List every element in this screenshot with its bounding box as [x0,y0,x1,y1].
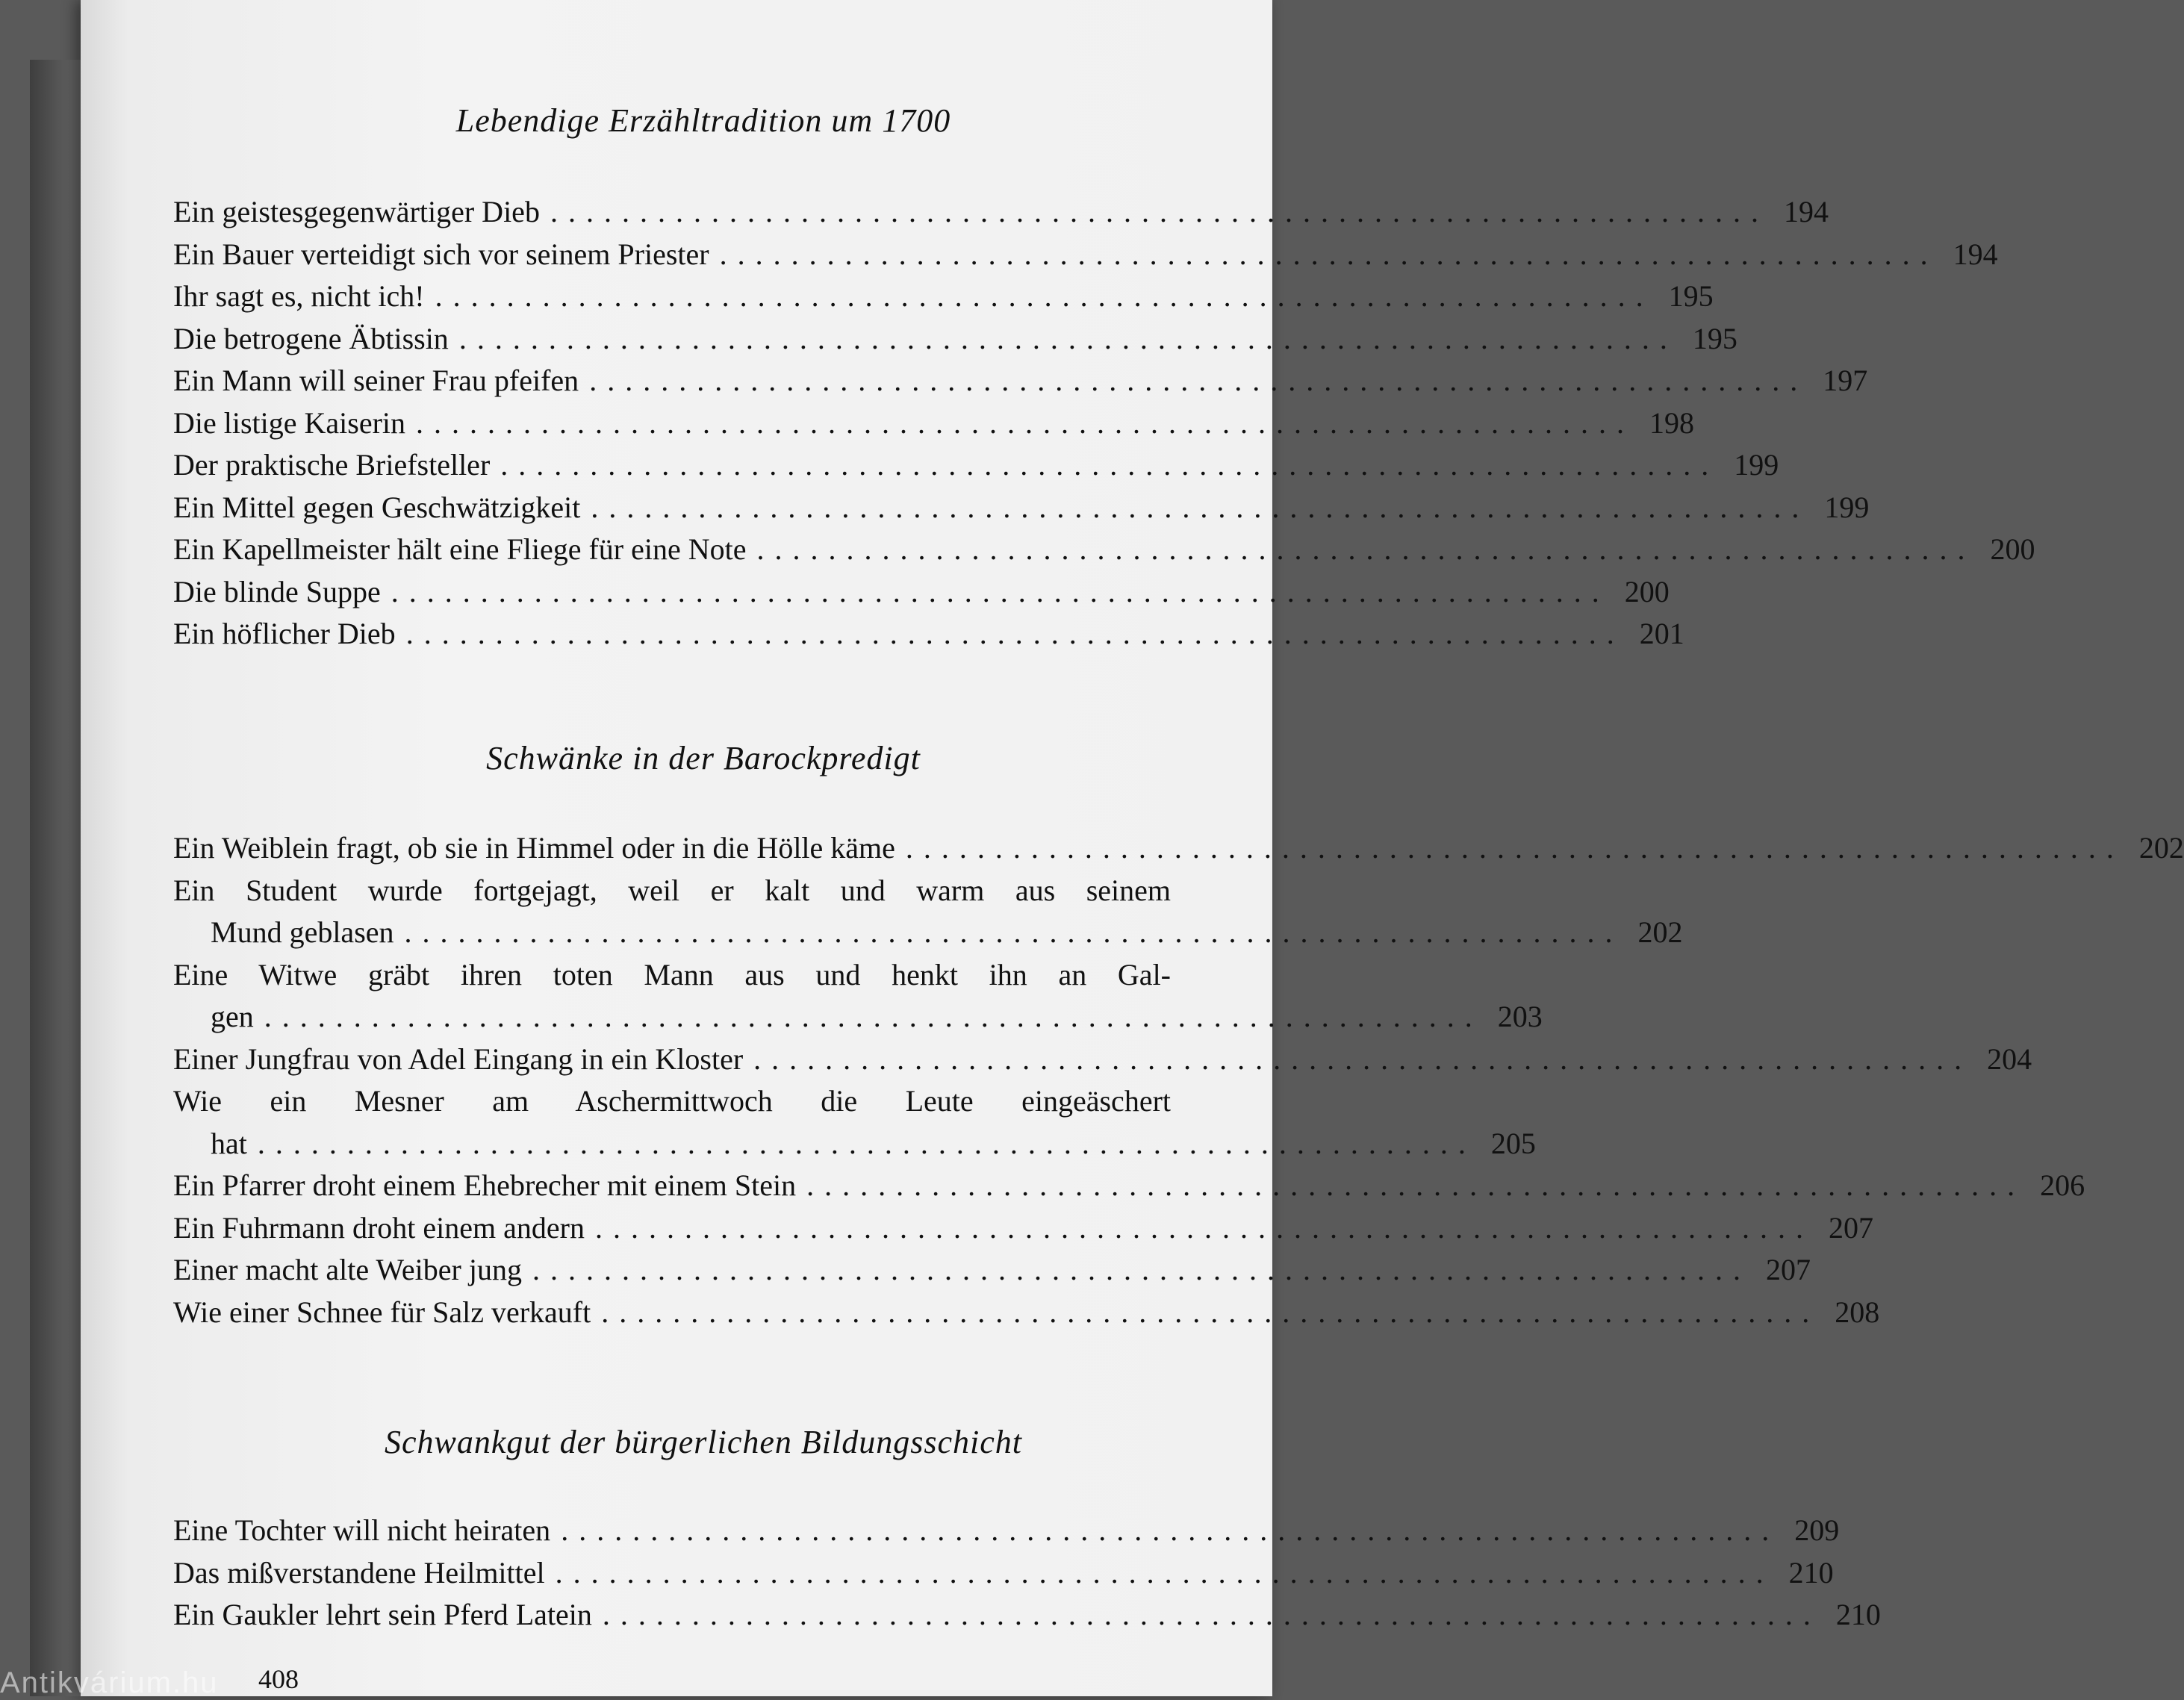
entry-page: 201 [1639,617,1684,650]
entry-title: Ein Mittel gegen Geschwätzigkeit [173,490,581,524]
toc-entry [173,870,1683,954]
toc-entry [173,1552,1834,1595]
entry-title: Ein Mann will seiner Frau pfeifen [173,364,579,397]
entry-page: 199 [1734,448,1779,482]
entry-title: Die blinde Suppe [173,574,381,608]
entry-page: 194 [1783,195,1829,228]
entry-title: Eine Tochter will nicht heiraten [173,1513,551,1547]
toc-entry [173,571,1670,614]
entry-title: Ein Gaukler lehrt sein Pferd Latein [173,1598,592,1631]
entry-page: 195 [1668,279,1714,313]
entry-title: Einer macht alte Weiber jung [173,1253,522,1286]
entry-title-continuation: gen [211,1000,254,1033]
leader-dots: .................................................................... [550,195,1769,228]
toc-entry [173,1039,2032,1081]
toc-entry [173,1292,1880,1334]
section-entries [173,1510,1881,1637]
leader-dots: .................................................................... [435,279,1654,313]
toc-entry [173,1249,1811,1292]
entry-page: 200 [1990,532,2035,566]
toc-entry [173,360,1868,402]
entry-title: Die betrogene Äbtissin [173,321,449,355]
leader-dots: .................................................................... [500,448,1720,482]
entry-page: 206 [2040,1168,2085,1202]
entry-page: 203 [1497,1000,1543,1033]
entry-title: Ein Fuhrmann droht einem andern [173,1210,585,1245]
entry-title: Ein Student wurde fortgejagt, weil er kalt und warm aus seinem [173,873,1171,907]
leader-dots: .................................................................... [404,915,1623,949]
leader-dots: .................................................................... [416,405,1635,440]
entry-title: Ihr sagt es, nicht ich! [173,279,425,313]
section-title: Schwankgut der bürgerlichen Bildungsschicht [384,1424,1022,1460]
toc-entry [173,318,1737,361]
entry-page: 210 [1788,1555,1834,1590]
section-entries [173,827,2184,1333]
leader-dots: .................................................................... [405,617,1625,650]
page-number: 408 [258,1664,299,1694]
leader-dots: .................................................................... [561,1513,1780,1547]
entry-page: 198 [1649,405,1695,440]
entry-page: 199 [1824,490,1870,524]
entry-title: Ein Bauer verteidigt sich vor seinem Priester [173,237,709,271]
entry-page: 208 [1835,1295,1880,1329]
leader-dots: .................................................................... [594,1210,1814,1245]
leader-dots: .................................................................... [391,574,1610,608]
leader-dots: .................................................................... [257,1126,1476,1160]
leader-dots: .................................................................... [756,532,1976,566]
toc-entry [173,402,1695,445]
leader-dots: .................................................................... [753,1042,1973,1076]
toc-entry [173,827,2184,870]
leader-dots: .................................................................... [555,1555,1774,1590]
leader-dots: .................................................................... [601,1295,1820,1329]
watermark: Antikvárium.hu [0,1666,219,1699]
leader-dots: .................................................................... [532,1253,1751,1286]
section-title: Schwänke in der Barockpredigt [486,740,921,776]
entry-title: Einer Jungfrau von Adel Eingang in ein Kloster [173,1042,744,1076]
toc-entry [173,487,1870,529]
entry-title: Ein höflicher Dieb [173,617,396,650]
entry-page: 202 [1637,915,1683,949]
entry-title: Ein Weiblein fragt, ob sie in Himmel oder in die Hölle käme [173,831,895,865]
toc-entry [173,1207,1873,1250]
entry-title: Das mißverstandene Heilmittel [173,1555,545,1590]
entry-page: 195 [1692,321,1737,355]
section-title: Lebendige Erzähltradition um 1700 [455,102,951,139]
entry-title: Ein geistesgegenwärtiger Dieb [173,195,540,228]
toc-entry [173,954,1543,1039]
entry-page: 197 [1823,364,1868,397]
entry-title-continuation: Mund geblasen [211,915,394,949]
toc-entry [173,275,1714,318]
leader-dots: .................................................................... [905,831,2124,865]
entry-page: 210 [1835,1598,1881,1631]
entry-title: Eine Witwe gräbt ihren toten Mann aus und henkt ihn an Gal- [173,957,1171,991]
entry-page: 194 [1953,237,1998,271]
leader-dots: .................................................................... [806,1168,2026,1202]
entry-title: Ein Pfarrer droht einem Ehebrecher mit einem Stein [173,1168,797,1202]
entry-title: Wie einer Schnee für Salz verkauft [173,1295,591,1329]
toc-entry [173,444,1779,487]
entry-title: Der praktische Briefsteller [173,448,491,482]
toc-entry [173,191,1829,234]
leader-dots: .................................................................... [602,1598,1821,1631]
entry-title: Die listige Kaiserin [173,405,406,440]
entry-page: 204 [1987,1042,2032,1076]
toc-entry [173,529,2035,571]
leader-dots: .................................................................... [458,321,1678,355]
toc-entry [173,1165,2085,1207]
entry-page: 202 [2138,831,2184,865]
leader-dots: .................................................................... [264,1000,1483,1033]
toc-entry [173,1594,1881,1637]
entry-title-continuation: hat [211,1126,247,1160]
entry-title: Wie ein Mesner am Aschermittwoch die Leute eingeäschert [173,1084,1171,1118]
toc-entry [173,1510,1840,1552]
entry-page: 205 [1490,1126,1536,1160]
section-entries [173,191,2035,656]
entry-page: 200 [1624,574,1670,608]
leader-dots: .................................................................... [589,364,1808,397]
toc-entry [173,234,1998,276]
entry-page: 207 [1828,1210,1873,1245]
toc-entry [173,613,1684,656]
entry-page: 209 [1794,1513,1840,1547]
leader-dots: .................................................................... [591,490,1810,524]
entry-title: Ein Kapellmeister hält eine Fliege für eine Note [173,532,747,566]
toc-entry [173,1080,1536,1165]
leader-dots: .................................................................... [719,237,1938,271]
entry-page: 207 [1765,1253,1811,1286]
